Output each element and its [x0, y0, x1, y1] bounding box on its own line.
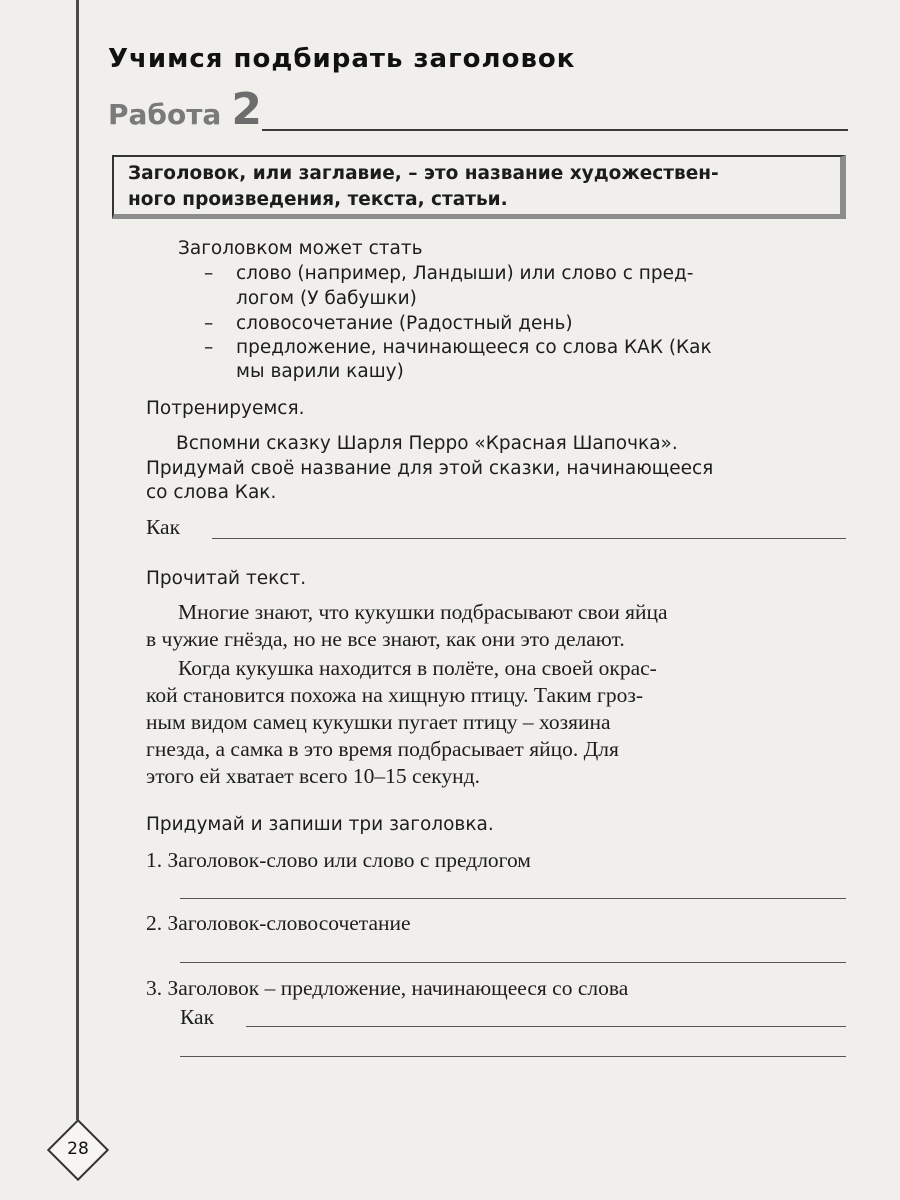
- titles-item-1-answer-line[interactable]: [180, 898, 846, 899]
- titles-item-3-line-1: 3. Заголовок – предложение, начинающееся со слова: [146, 976, 629, 1000]
- reading-line-6: гнезда, а самка в это время подбрасывает яйцо. Для: [146, 737, 619, 761]
- practice-task-line-3: со слова Как.: [146, 482, 277, 503]
- work-heading: [108, 84, 262, 135]
- heading-divider: [262, 129, 848, 131]
- rule-2-line-1: словосочетание (Радостный день): [236, 313, 573, 334]
- reading-line-4: кой становится похожа на хищную птицу. Таким гроз-: [146, 683, 643, 707]
- reading-line-7: этого ей хватает всего 10–15 секунд.: [146, 764, 481, 788]
- titles-item-2: 2. Заголовок-словосочетание: [146, 911, 411, 935]
- work-label: Работа: [108, 98, 222, 131]
- rules-intro: Заголовком может стать: [178, 238, 423, 259]
- rule-3-line-2: мы варили кашу): [236, 361, 404, 382]
- rule-3-dash: –: [204, 337, 214, 358]
- titles-item-3-answer-line-2[interactable]: [180, 1056, 846, 1057]
- reading-line-1: Многие знают, что кукушки подбрасывают свои яйца: [178, 600, 668, 624]
- practice-task-line-1: Вспомни сказку Шарля Перро «Красная Шапочка».: [176, 433, 678, 454]
- definition-line-1: Заголовок, или заглавие, – это название художествен-: [128, 163, 719, 184]
- titles-item-1: 1. Заголовок-слово или слово с предлогом: [146, 848, 531, 872]
- practice-task-line-2: Придумай своё название для этой сказки, начинающееся: [146, 458, 714, 479]
- reading-line-2: в чужие гнёзда, но не все знают, как они это делают.: [146, 627, 625, 651]
- rule-1-dash: –: [204, 263, 214, 284]
- titles-task-label: Придумай и запиши три заголовка.: [146, 814, 494, 835]
- work-number: 2: [231, 84, 262, 135]
- practice-answer-prefix: Как: [146, 515, 181, 539]
- reading-label: Прочитай текст.: [146, 568, 307, 589]
- reading-line-3: Когда кукушка находится в полёте, она своей окрас-: [178, 656, 657, 680]
- page-margin-rule: [76, 0, 79, 1120]
- rule-1-line-1: слово (например, Ландыши) или слово с пред-: [236, 263, 694, 284]
- practice-label: Потренируемся.: [146, 398, 305, 419]
- definition-box: [112, 155, 846, 219]
- rule-1-line-2: логом (У бабушки): [236, 288, 417, 309]
- rule-2-dash: –: [204, 313, 214, 334]
- topic-title: Учимся подбирать заголовок: [108, 44, 576, 74]
- titles-item-3-answer-line-1[interactable]: [246, 1026, 846, 1027]
- practice-answer-line[interactable]: [212, 538, 846, 539]
- titles-item-2-answer-line[interactable]: [180, 962, 846, 963]
- titles-item-3-line-2: Как: [180, 1005, 215, 1029]
- definition-line-2: ного произведения, текста, статьи.: [128, 189, 508, 210]
- rule-3-line-1: предложение, начинающееся со слова КАК (Как: [236, 337, 712, 358]
- reading-line-5: ным видом самец кукушки пугает птицу – хозяина: [146, 710, 611, 734]
- page-number: 28: [67, 1139, 89, 1159]
